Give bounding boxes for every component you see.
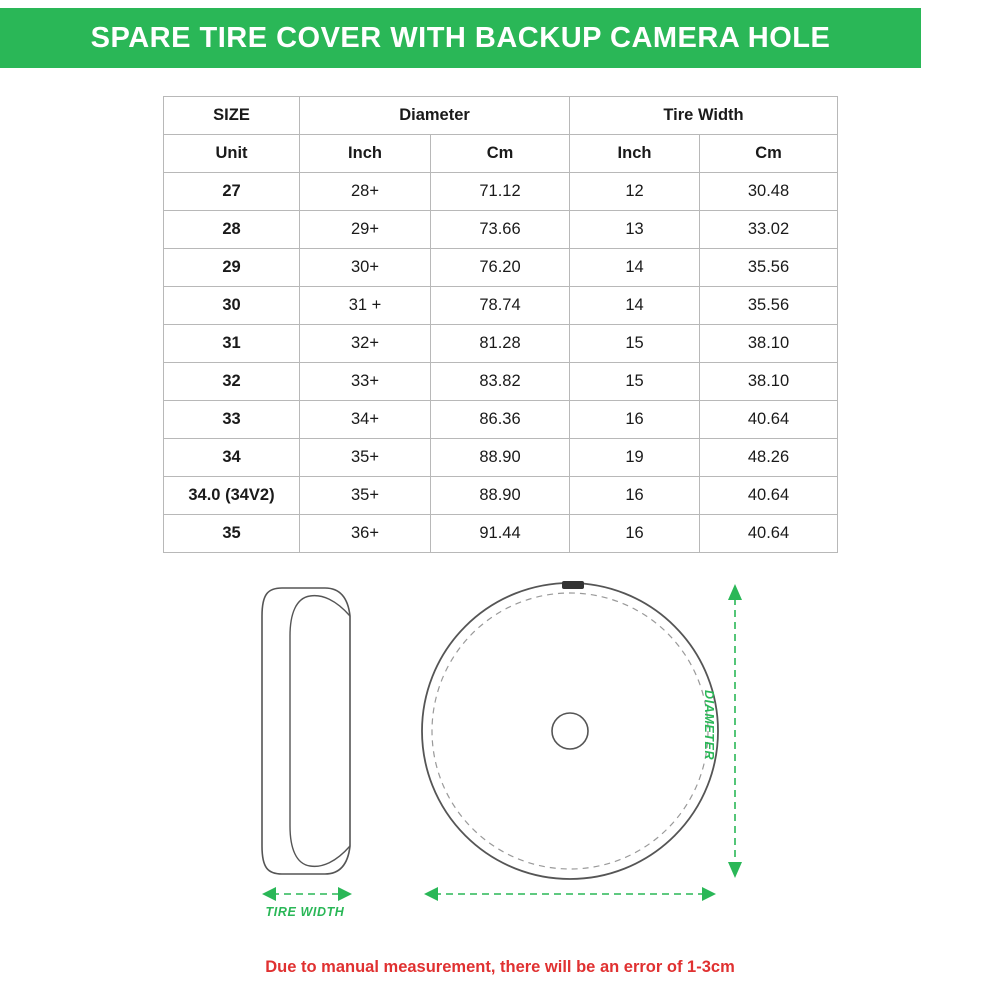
cell-width-cm: 40.64 xyxy=(700,515,838,553)
table-unit-row xyxy=(164,135,838,173)
cell-diameter-cm: 86.36 xyxy=(431,401,570,439)
cell-size: 29 xyxy=(164,249,300,287)
header-size: SIZE xyxy=(164,97,300,135)
arrow-up-icon xyxy=(728,584,742,600)
table-row xyxy=(164,439,838,477)
unit-diameter-inch: Inch xyxy=(300,135,431,173)
table-row xyxy=(164,287,838,325)
table-row xyxy=(164,515,838,553)
cell-width-inch: 16 xyxy=(570,401,700,439)
cell-width-inch: 16 xyxy=(570,515,700,553)
tire-width-label: TIRE WIDTH xyxy=(265,905,345,919)
cell-width-inch: 16 xyxy=(570,477,700,515)
page-title: SPARE TIRE COVER WITH BACKUP CAMERA HOLE xyxy=(90,21,831,54)
table-row xyxy=(164,401,838,439)
cell-width-cm: 48.26 xyxy=(700,439,838,477)
cell-diameter-inch: 29+ xyxy=(300,211,431,249)
table-row xyxy=(164,477,838,515)
table-row xyxy=(164,325,838,363)
cell-width-cm: 35.56 xyxy=(700,249,838,287)
table-row xyxy=(164,173,838,211)
header-diameter: Diameter xyxy=(300,97,570,135)
header-banner xyxy=(0,8,921,68)
cell-diameter-inch: 35+ xyxy=(300,477,431,515)
size-table xyxy=(163,96,838,553)
cell-diameter-cm: 78.74 xyxy=(431,287,570,325)
header-tire-width: Tire Width xyxy=(570,97,838,135)
cell-size: 27 xyxy=(164,173,300,211)
unit-label: Unit xyxy=(164,135,300,173)
tire-side-outline xyxy=(262,588,350,874)
arrow-left-icon xyxy=(262,887,276,901)
cell-width-inch: 13 xyxy=(570,211,700,249)
cell-diameter-inch: 31 + xyxy=(300,287,431,325)
unit-width-inch: Inch xyxy=(570,135,700,173)
cell-width-cm: 38.10 xyxy=(700,363,838,401)
table-row xyxy=(164,211,838,249)
cell-width-inch: 14 xyxy=(570,249,700,287)
cell-diameter-inch: 32+ xyxy=(300,325,431,363)
cell-diameter-inch: 34+ xyxy=(300,401,431,439)
table-row xyxy=(164,249,838,287)
tire-front-view xyxy=(422,581,718,879)
cell-width-cm: 33.02 xyxy=(700,211,838,249)
cell-diameter-inch: 35+ xyxy=(300,439,431,477)
cell-size: 34 xyxy=(164,439,300,477)
cell-width-cm: 40.64 xyxy=(700,477,838,515)
backup-camera-hole xyxy=(552,713,588,749)
arrow-down-icon xyxy=(728,862,742,878)
cell-diameter-inch: 33+ xyxy=(300,363,431,401)
cell-width-cm: 35.56 xyxy=(700,287,838,325)
cell-width-inch: 19 xyxy=(570,439,700,477)
cell-size: 31 xyxy=(164,325,300,363)
cell-diameter-cm: 83.82 xyxy=(431,363,570,401)
unit-width-cm: Cm xyxy=(700,135,838,173)
cell-diameter-cm: 88.90 xyxy=(431,439,570,477)
tire-cover-diagram xyxy=(0,556,1000,946)
arrow-right-icon xyxy=(702,887,716,901)
cell-size: 33 xyxy=(164,401,300,439)
cell-diameter-cm: 73.66 xyxy=(431,211,570,249)
cell-diameter-inch: 30+ xyxy=(300,249,431,287)
cell-diameter-inch: 28+ xyxy=(300,173,431,211)
camera-notch-icon xyxy=(562,581,584,589)
cell-width-inch: 14 xyxy=(570,287,700,325)
cell-diameter-cm: 91.44 xyxy=(431,515,570,553)
cell-size: 32 xyxy=(164,363,300,401)
diameter-label: DIAMETER xyxy=(702,690,716,761)
cell-width-inch: 15 xyxy=(570,363,700,401)
table-group-header-row xyxy=(164,97,838,135)
tire-side-view xyxy=(262,588,350,874)
cell-size: 34.0 (34V2) xyxy=(164,477,300,515)
cell-width-inch: 15 xyxy=(570,325,700,363)
cell-width-cm: 30.48 xyxy=(700,173,838,211)
cell-diameter-cm: 76.20 xyxy=(431,249,570,287)
diameter-vertical-dimension xyxy=(728,584,742,878)
cell-diameter-cm: 71.12 xyxy=(431,173,570,211)
measurement-disclaimer: Due to manual measurement, there will be an error of 1-3cm xyxy=(265,958,735,976)
cell-width-cm: 38.10 xyxy=(700,325,838,363)
cell-diameter-inch: 36+ xyxy=(300,515,431,553)
size-chart xyxy=(163,96,837,553)
cell-width-cm: 40.64 xyxy=(700,401,838,439)
arrow-right-icon xyxy=(338,887,352,901)
arrow-left-icon xyxy=(424,887,438,901)
cell-diameter-cm: 88.90 xyxy=(431,477,570,515)
cell-size: 28 xyxy=(164,211,300,249)
unit-diameter-cm: Cm xyxy=(431,135,570,173)
tire-width-dimension xyxy=(262,887,352,901)
diameter-horizontal-dimension xyxy=(424,887,716,901)
table-row xyxy=(164,363,838,401)
cell-size: 35 xyxy=(164,515,300,553)
cell-width-inch: 12 xyxy=(570,173,700,211)
cell-size: 30 xyxy=(164,287,300,325)
cell-diameter-cm: 81.28 xyxy=(431,325,570,363)
